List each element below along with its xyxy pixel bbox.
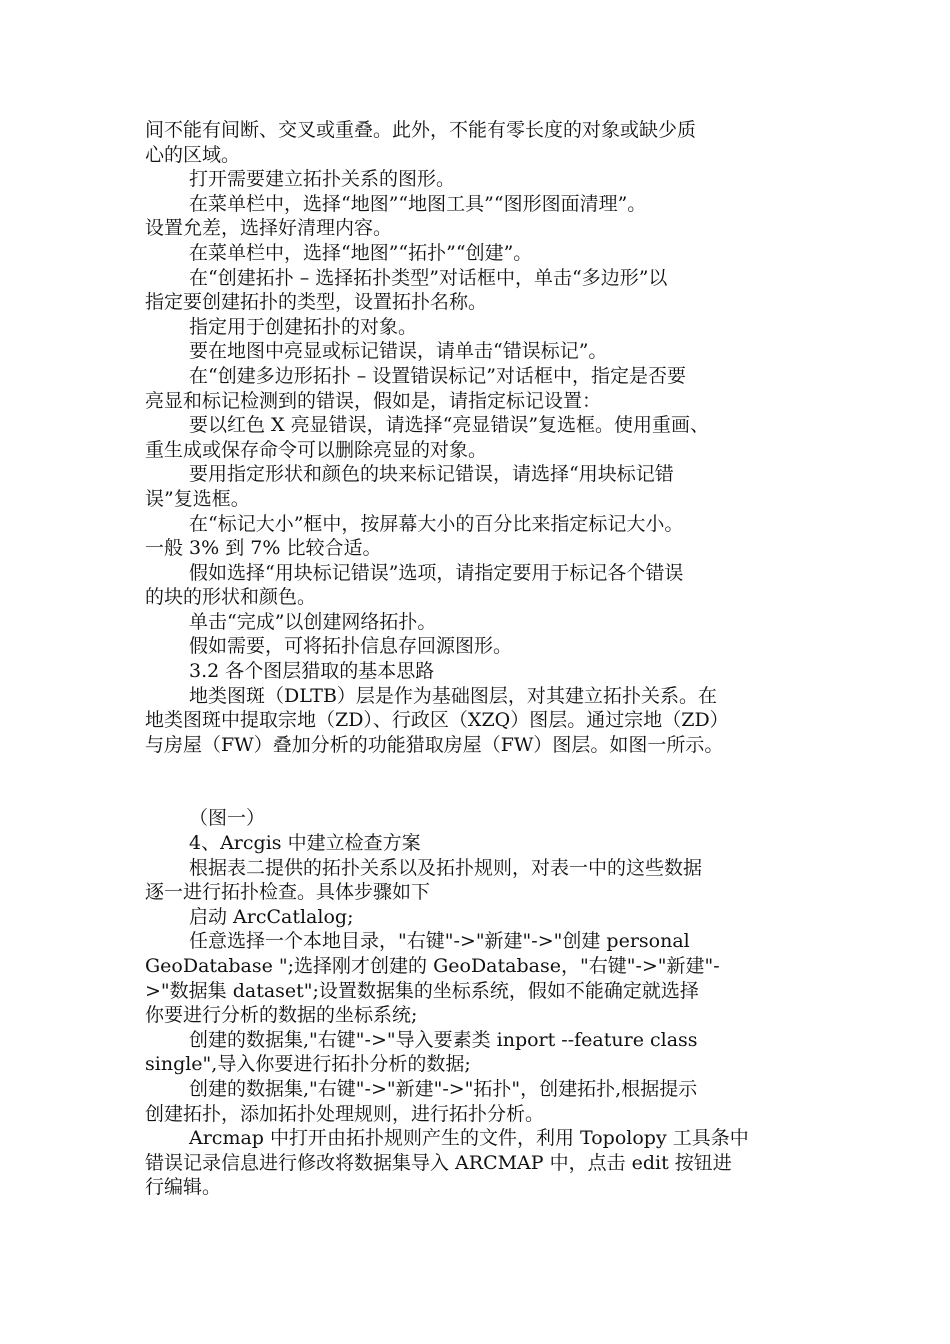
- text-line: >"数据集 dataset";设置数据集的坐标系统，假如不能确定就选择: [145, 979, 699, 1002]
- text-line: 在“创建多边形拓扑 – 设置错误标记”对话框中，指定是否要: [189, 364, 687, 387]
- document-page: [145, 118, 825, 1200]
- text-line: 地类图斑（DLTB）层是作为基础图层，对其建立拓扑关系。在: [189, 684, 717, 707]
- section-heading: 4、Arcgis 中建立检查方案: [189, 832, 421, 855]
- text-line: 与房屋（FW）叠加分析的功能猎取房屋（FW）图层。如图一所示。: [145, 733, 724, 756]
- text-line: 创建的数据集,"右键"->"导入要素类 inport --feature class: [189, 1028, 698, 1051]
- text-line: 逐一进行拓扑检查。具体步骤如下: [145, 881, 431, 904]
- text-line: 误”复选框。: [145, 487, 250, 510]
- text-line: 在菜单栏中，选择“地图”“地图工具”“图形图面清理”。: [189, 192, 647, 215]
- text-line: Arcmap 中打开由拓扑规则产生的文件，利用 Topolopy 工具条中: [189, 1127, 749, 1150]
- text-line: 启动 ArcCatlalog;: [189, 905, 354, 928]
- text-line: 错误记录信息进行修改将数据集导入 ARCMAP 中，点击 edit 按钮进: [145, 1151, 732, 1174]
- text-line: 行编辑。: [145, 1176, 222, 1199]
- text-line: 你要进行分析的数据的坐标系统;: [145, 1004, 418, 1027]
- text-line: 要在地图中亮显或标记错误，请单击“错误标记”。: [189, 340, 608, 363]
- text-line: 要以红色 X 亮显错误，请选择“亮显错误”复选框。使用重画、: [189, 414, 710, 437]
- text-line: single",导入你要进行拓扑分析的数据;: [145, 1053, 471, 1076]
- figure-space: [145, 757, 825, 806]
- text-line: 假如选择“用块标记错误”选项，请指定要用于标记各个错误: [189, 561, 684, 584]
- text-line: 创建的数据集,"右键"->"新建"->"拓扑"，创建拓扑,根据提示: [189, 1077, 698, 1100]
- text-line: 一般 3% 到 7% 比较合适。: [145, 537, 382, 560]
- text-line: 间不能有间断、交叉或重叠。此外，不能有零长度的对象或缺少质: [145, 119, 697, 141]
- text-line: 要用指定形状和颜色的块来标记错误，请选择“用块标记错: [189, 463, 674, 486]
- text-line: 在“标记大小”框中，按屏幕大小的百分比来指定标记大小。: [189, 512, 684, 535]
- figure-caption: （图一）: [189, 807, 266, 830]
- text-line: 根据表二提供的拓扑关系以及拓扑规则，对表一中的这些数据: [189, 856, 703, 879]
- text-line: GeoDatabase ";选择刚才创建的 GeoDatabase，"右键"->"新建"-: [145, 955, 720, 977]
- text-line: 指定要创建拓扑的类型，设置拓扑名称。: [145, 291, 488, 314]
- text-line: 在菜单栏中，选择“地图”“拓扑”“创建”。: [189, 241, 533, 264]
- section-heading: 3.2 各个图层猎取的基本思路: [189, 660, 435, 683]
- text-line: 的块的形状和颜色。: [145, 586, 317, 609]
- text-line: 单击“完成”以创建网络拓扑。: [189, 610, 437, 633]
- text-line: 假如需要，可将拓扑信息存回源图形。: [189, 635, 513, 658]
- text-line: 创建拓扑，添加拓扑处理规则，进行拓扑分析。: [145, 1102, 545, 1125]
- text-line: 打开需要建立拓扑关系的图形。: [189, 168, 456, 191]
- text-line: 亮显和标记检测到的错误，假如是，请指定标记设置：: [145, 389, 602, 412]
- text-line: 在“创建拓扑 – 选择拓扑类型”对话框中，单击“多边形”以: [189, 266, 668, 289]
- text-line: 任意选择一个本地目录，"右键"->"新建"->"创建 personal: [189, 930, 690, 953]
- text-line: 地类图斑中提取宗地（ZD）、行政区（XZQ）图层。通过宗地（ZD）: [145, 709, 729, 732]
- text-line: 设置允差，选择好清理内容。: [145, 217, 393, 240]
- text-line: 指定用于创建拓扑的对象。: [189, 315, 418, 338]
- text-line: 重生成或保存命令可以删除亮显的对象。: [145, 438, 488, 461]
- text-line: 心的区域。: [145, 143, 241, 166]
